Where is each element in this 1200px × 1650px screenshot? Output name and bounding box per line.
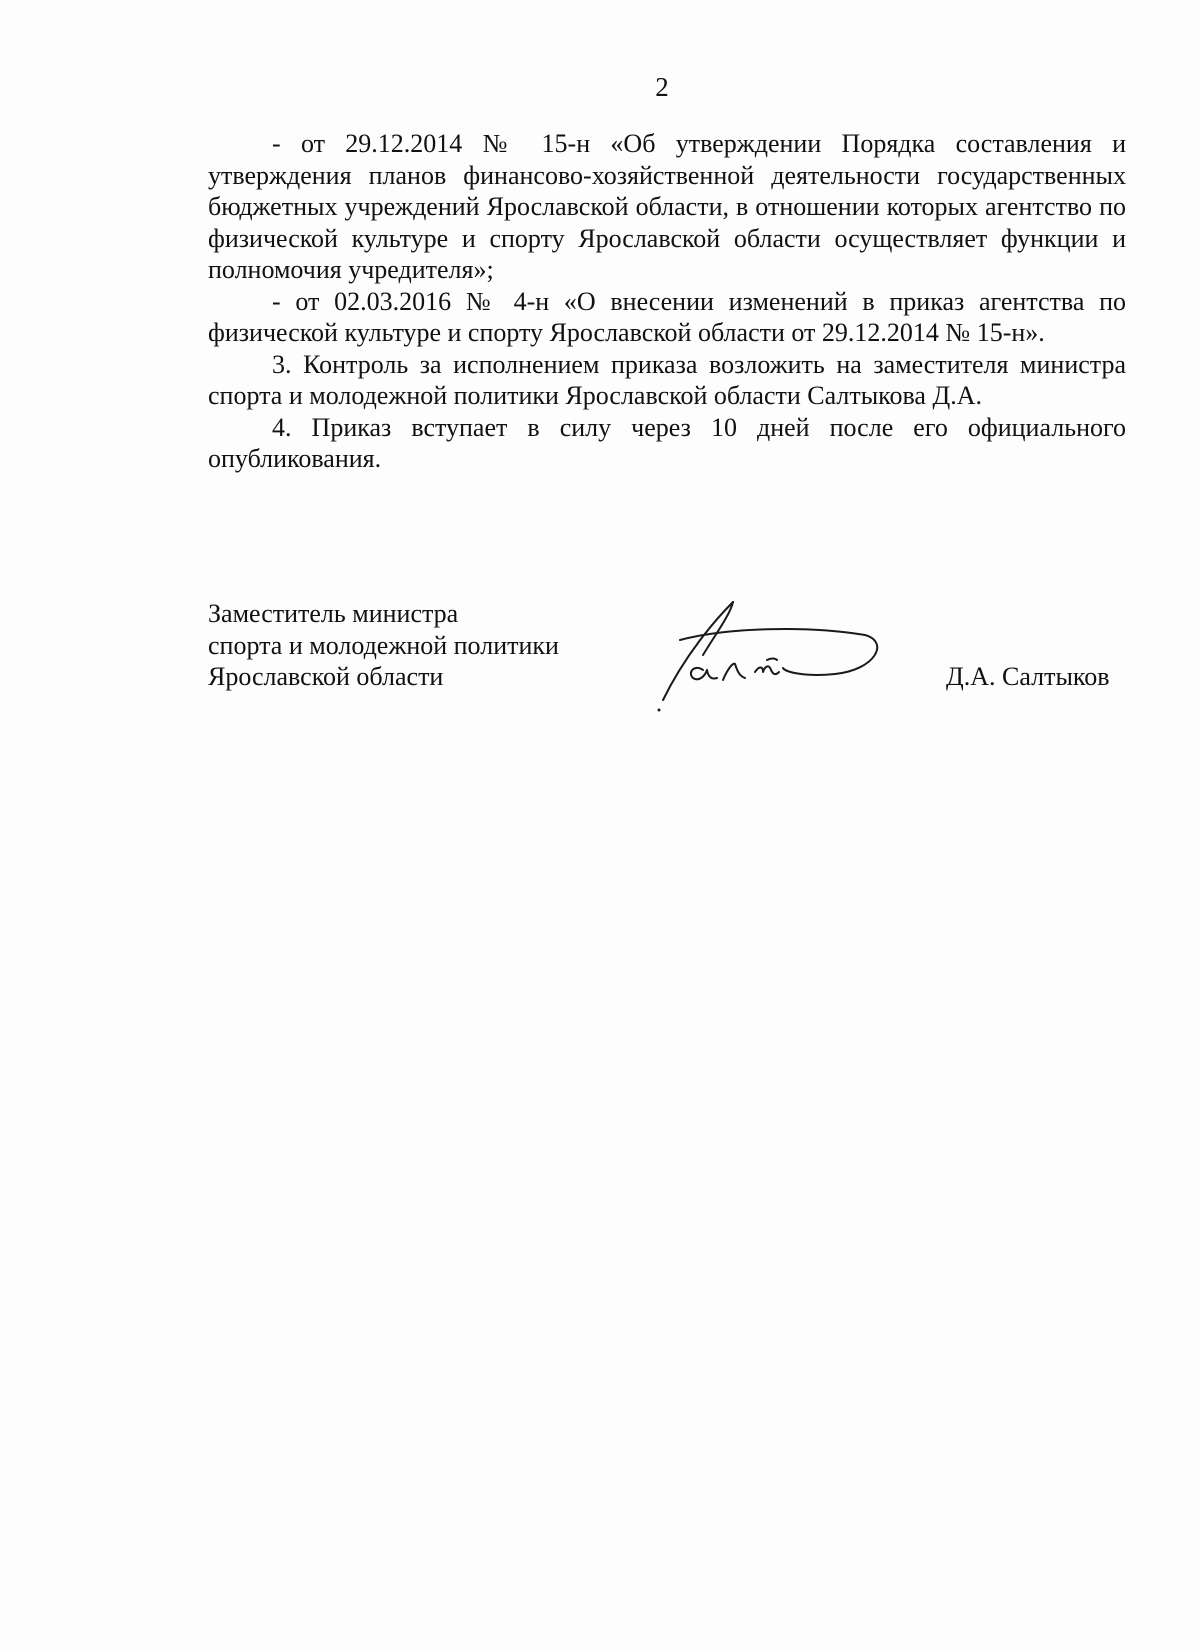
signer-name: Д.А. Салтыков	[946, 662, 1110, 691]
page-number: 2	[655, 72, 669, 102]
paragraph-order-15n: - от 29.12.2014 № 15-н «Об утверждении Порядка составления и утверждения планов финансово-хозяйственной деятельности государственных бюджетных учреждений Ярославской области, в отношении которых агентство по физической культуре и спорту Ярославской области осуществляет функции и полномочия учредителя»;	[208, 129, 1126, 284]
signer-position-line-2: спорта и молодежной политики	[208, 630, 559, 660]
paragraph-control: 3. Контроль за исполнением приказа возложить на заместителя министра спорта и молодежной политики Ярославской области Салтыкова Д.А.	[208, 349, 1126, 410]
signer-position	[208, 598, 559, 693]
signer-position-line-1: Заместитель министра	[208, 599, 459, 628]
document-body	[208, 128, 1126, 475]
paragraph-effective-date: 4. Приказ вступает в силу через 10 дней после его официального опубликования.	[208, 412, 1126, 473]
signer-position-line-3: Ярославской области	[208, 662, 444, 691]
paragraph-order-4n: - от 02.03.2016 № 4-н «О внесении изменений в приказ агентства по физической культуре и спорту Ярославской области от 29.12.2014 № 15-н».	[208, 286, 1126, 347]
handwritten-signature	[655, 600, 880, 715]
